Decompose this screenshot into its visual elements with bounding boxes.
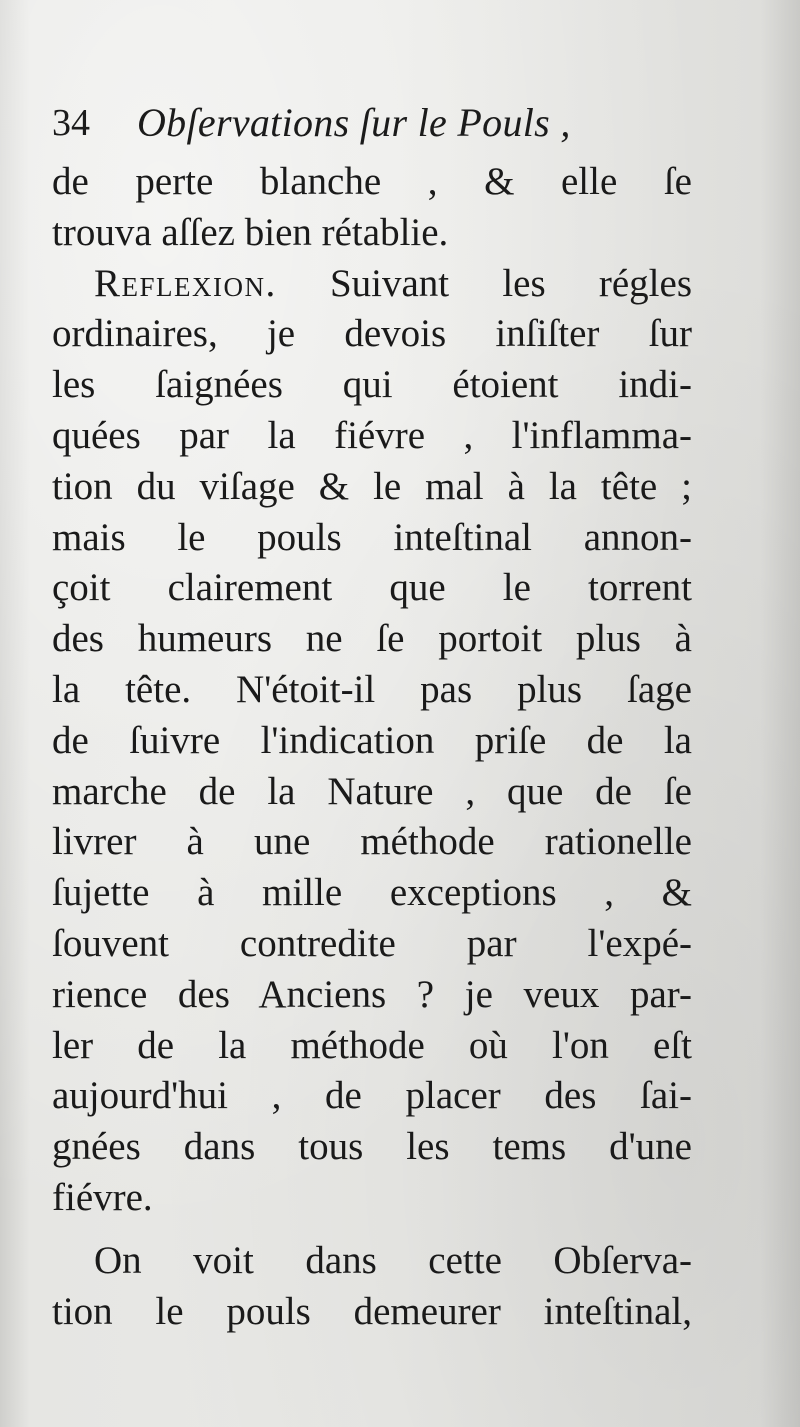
text-line: de perte blanche , & elle ſe (52, 160, 692, 203)
text-line: trouva aſſez bien rétablie. (52, 210, 449, 254)
text-line: ordinaires, je devois inſiſter ſur (52, 312, 692, 356)
text-line: On voit dans cette Obſerva- (94, 1238, 692, 1282)
text-line: ſujette à mille exceptions , & (52, 871, 692, 915)
text-line: tion le pouls demeurer inteſtinal, (52, 1289, 692, 1333)
text-line: ſouvent contredite par l'expé- (52, 921, 692, 965)
page-number: 34 (52, 102, 90, 144)
paragraph-lead: Reflexion. (94, 261, 277, 305)
text-line: les ſaignées qui étoient indi- (52, 363, 692, 407)
text-line: livrer à une méthode rationelle (52, 820, 692, 864)
page-header (52, 98, 652, 148)
text-line: gnées dans tous les tems d'une (52, 1125, 692, 1169)
text-line: marche de la Nature , que de ſe (52, 769, 692, 813)
text-line: la tête. N'étoit-il pas plus ſage (52, 667, 692, 711)
text-line: fiévre. (52, 1175, 153, 1219)
text-line (52, 259, 692, 310)
text-line: quées par la fiévre , l'inflamma- (52, 413, 692, 457)
text-line: aujourd'hui , de placer des ſai- (52, 1074, 692, 1118)
text-line: ler de la méthode où l'on eſt (52, 1023, 692, 1067)
body-text (52, 157, 692, 1337)
text-line: tion du viſage & le mal à la tête ; (52, 464, 692, 508)
text-line: des humeurs ne ſe portoit plus à (52, 617, 692, 661)
running-title: Obſervations ſur le Pouls , (137, 100, 571, 145)
text-line-fragment: Suivant les régles (329, 261, 692, 305)
text-line: de ſuivre l'indication priſe de la (52, 718, 692, 762)
text-line: rience des Anciens ? je veux par- (52, 972, 692, 1016)
text-line: çoit clairement que le torrent (52, 566, 692, 610)
text-line: mais le pouls inteſtinal annon- (52, 515, 692, 559)
